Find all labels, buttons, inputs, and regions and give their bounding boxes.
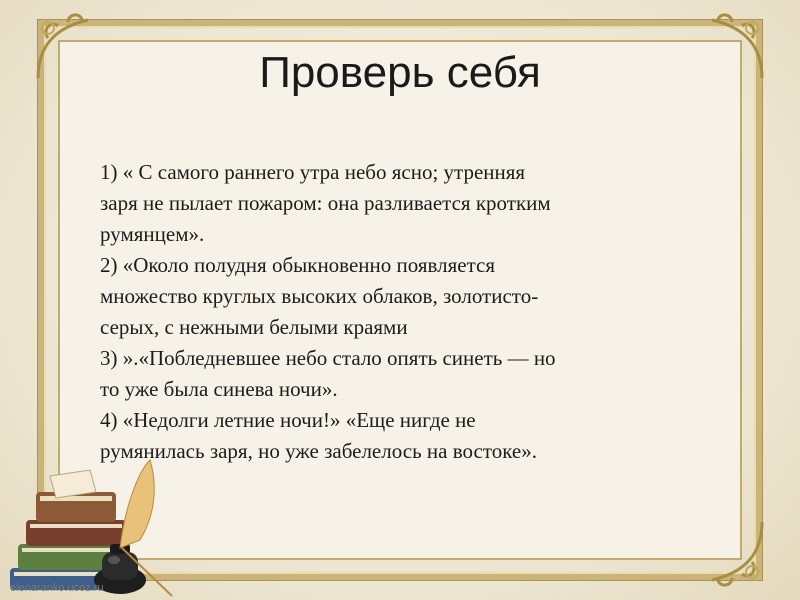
corner-ornament-icon (692, 512, 772, 592)
text-line: серых, с нежными белыми краями (100, 315, 408, 339)
text-line: множество круглых высоких облаков, золотисто- (100, 284, 539, 308)
text-line: 4) «Недолги летние ночи!» «Еще нигде не (100, 408, 476, 432)
text-line: то уже была синева ночи». (100, 377, 338, 401)
watermark: elenaranko.ucoz.ru (10, 582, 104, 594)
text-line: 2) «Около полудня обыкновенно появляется (100, 253, 496, 277)
slide-body (100, 157, 700, 467)
slide-title: Проверь себя (259, 48, 541, 97)
text-line: румянцем». (100, 222, 205, 246)
text-line: румянилась заря, но уже забелелось на востоке». (100, 439, 537, 463)
text-line: 3) ».«Побледневшее небо стало опять синеть — но (100, 346, 556, 370)
books-quill-inkwell-icon (0, 440, 200, 600)
text-line: заря не пылает пожаром: она разливается кротким (100, 191, 551, 215)
text-line: 1) « С самого раннего утра небо ясно; утренняя (100, 160, 526, 184)
